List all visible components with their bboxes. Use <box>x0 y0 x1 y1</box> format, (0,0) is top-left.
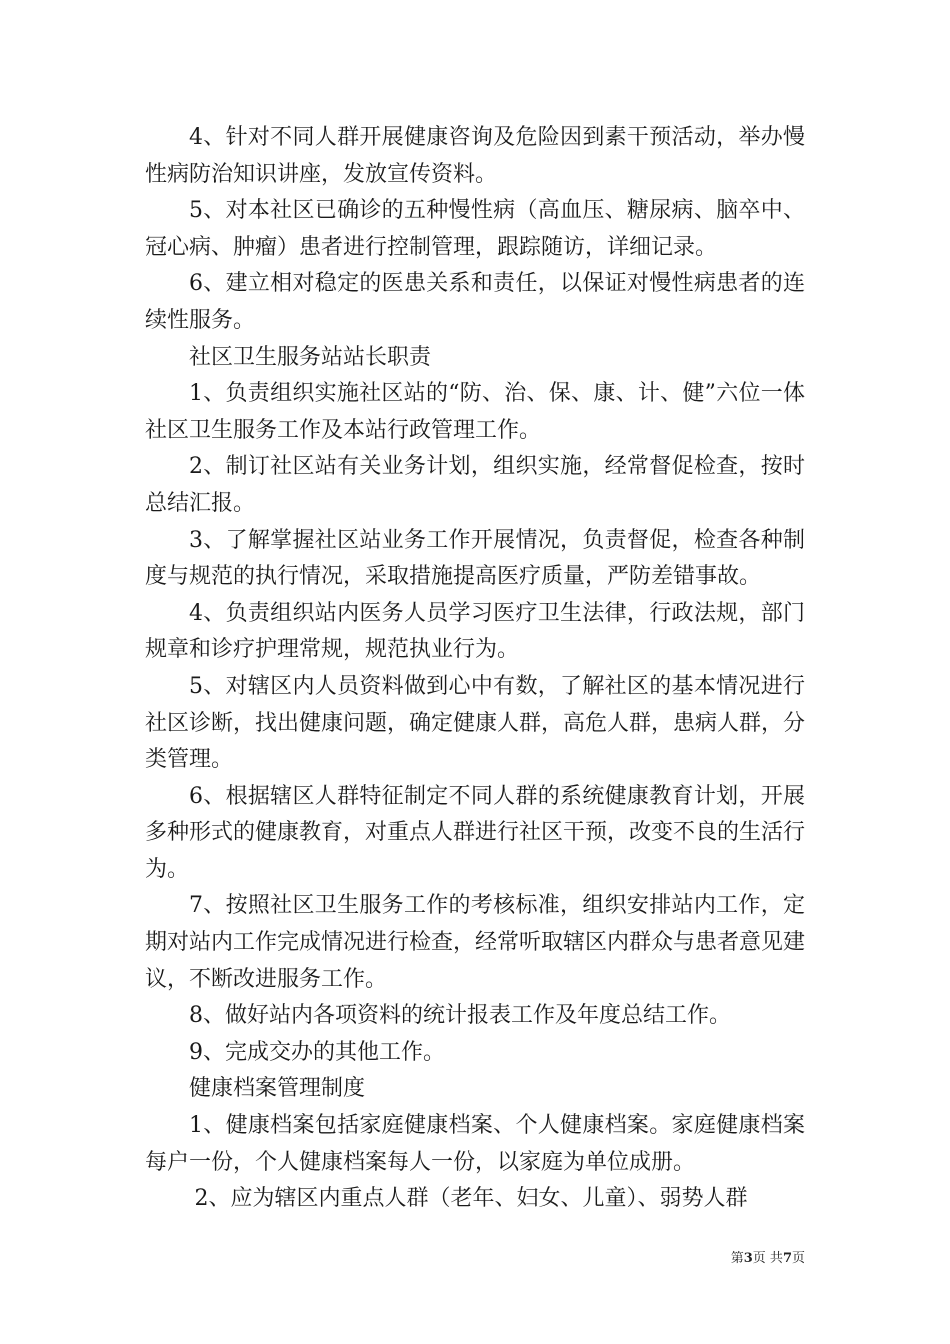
paragraph: 2、应为辖区内重点人群（老年、妇女、儿童）、弱势人群 <box>194 1186 748 1212</box>
paragraph: 6、建立相对稳定的医患关系和责任，以保证对慢性病患者的连续性服务。 <box>145 271 805 333</box>
paragraph: 3、了解掌握社区站业务工作开展情况，负责督促，检查各种制度与规范的执行情况，采取措施提高医疗质量，严防差错事故。 <box>145 527 805 590</box>
document-body <box>145 120 805 1218</box>
paragraph: 6、根据辖区人群特征制定不同人群的系统健康教育计划，开展多种形式的健康教育，对重点人群进行社区干预，改变不良的生活行为。 <box>145 783 806 882</box>
paragraph: 5、对本社区已确诊的五种慢性病（高血压、糖尿病、脑卒中、冠心病、肿瘤）患者进行控制管理，跟踪随访，详细记录。 <box>145 198 805 260</box>
total-page-count: 7 <box>782 1251 792 1266</box>
paragraph: 1、负责组织实施社区站的“防、治、保、康、计、健”六位一体社区卫生服务工作及本站行政管理工作。 <box>145 381 805 443</box>
section-heading: 健康档案管理制度 <box>189 1076 366 1102</box>
section-heading: 社区卫生服务站站长职责 <box>189 344 432 370</box>
page-number-footer <box>731 1247 805 1266</box>
footer-prefix: 第 <box>730 1251 744 1266</box>
paragraph: 7、按照社区卫生服务工作的考核标准，组织安排站内工作，定期对站内工作完成情况进行检查，经常听取辖区内群众与患者意见建议，不断改进服务工作。 <box>145 893 806 992</box>
paragraph: 5、对辖区内人员资料做到心中有数，了解社区的基本情况进行社区诊断，找出健康问题，确定健康人群，高危人群，患病人群，分类管理。 <box>145 673 806 773</box>
paragraph: 1、健康档案包括家庭健康档案、个人健康档案。家庭健康档案每户一份，个人健康档案每人一份，以家庭为单位成册。 <box>145 1113 805 1175</box>
paragraph: 8、做好站内各项资料的统计报表工作及年度总结工作。 <box>189 1003 731 1029</box>
paragraph: 9、完成交办的其他工作。 <box>189 1039 445 1065</box>
footer-middle: 页 共 <box>752 1251 783 1266</box>
paragraph: 4、针对不同人群开展健康咨询及危险因到素干预活动，举办慢性病防治知识讲座，发放宣传资料。 <box>145 125 805 187</box>
paragraph: 2、制订社区站有关业务计划，组织实施，经常督促检查，按时总结汇报。 <box>145 454 805 516</box>
paragraph: 4、负责组织站内医务人员学习医疗卫生法律，行政法规，部门规章和诊疗护理常规，规范执业行为。 <box>145 600 805 663</box>
current-page-number: 3 <box>743 1251 753 1266</box>
footer-suffix: 页 <box>791 1251 805 1266</box>
